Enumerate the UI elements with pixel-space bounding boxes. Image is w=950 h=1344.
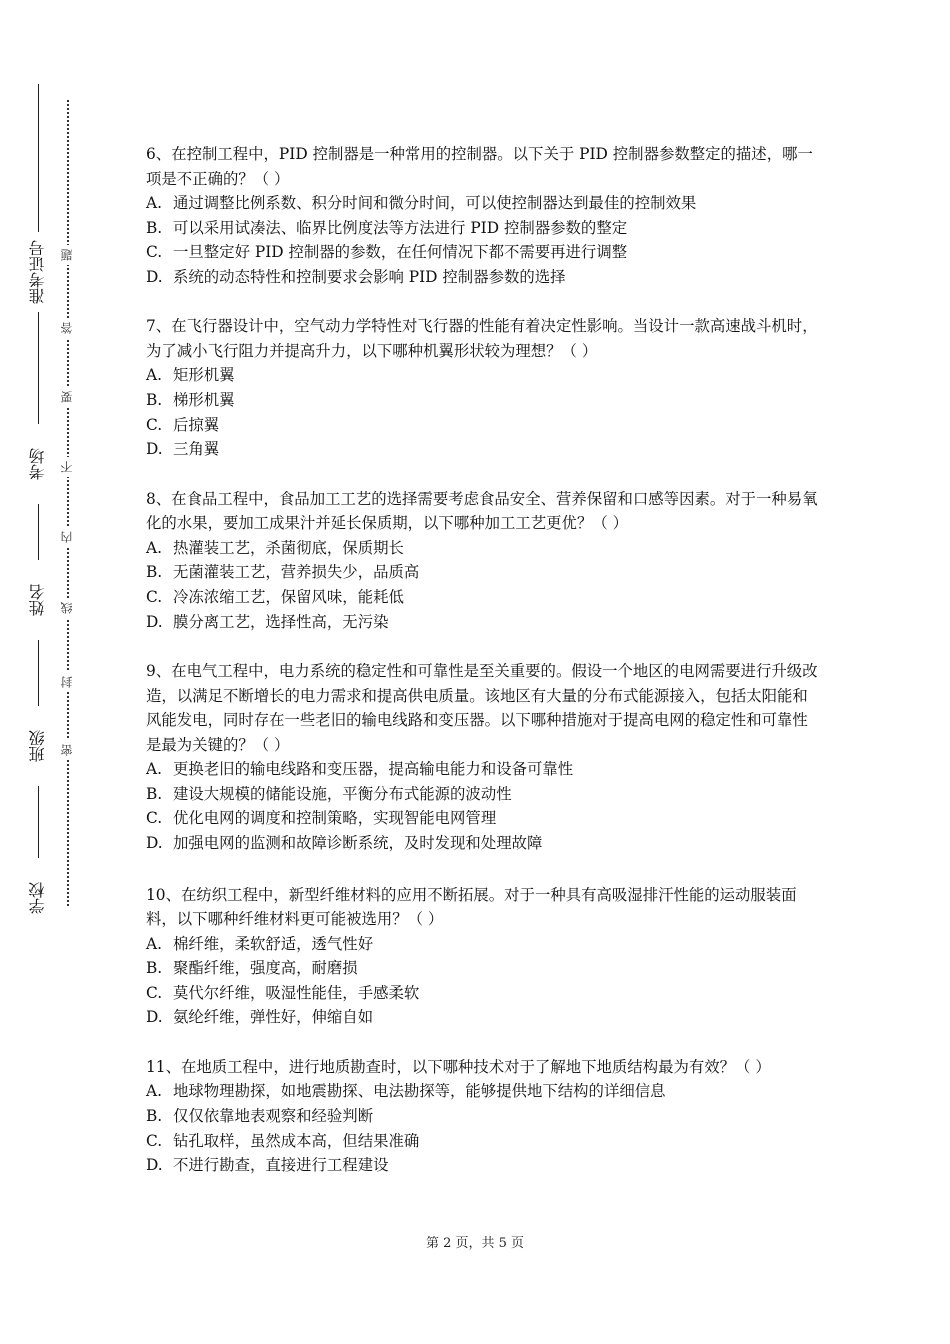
option-letter: D. xyxy=(146,1008,163,1027)
option-letter: C. xyxy=(146,983,163,1002)
option-text: 棉纤维，柔软舒适，透气性好 xyxy=(173,934,374,953)
option-d[interactable] xyxy=(146,831,818,856)
option-text: 莫代尔纤维，吸湿性能佳，手感柔软 xyxy=(173,983,420,1002)
option-letter: C. xyxy=(146,243,163,262)
field-school xyxy=(22,858,54,938)
option-text: 更换老旧的输电线路和变压器，提高输电能力和设备可靠性 xyxy=(173,760,574,779)
option-text: 后掠翼 xyxy=(173,415,220,434)
option-b[interactable] xyxy=(146,388,818,413)
option-text: 钻孔取样，虽然成本高，但结果准确 xyxy=(173,1131,420,1150)
option-d[interactable] xyxy=(146,265,818,290)
page-footer: 第 2 页，共 5 页 xyxy=(425,1236,525,1251)
binding-dotted-line xyxy=(67,100,69,906)
option-letter: D. xyxy=(146,1156,163,1175)
option-text: 一旦整定好 PID 控制器的参数，在任何情况下都不需要再进行调整 xyxy=(173,243,628,262)
option-text: 系统的动态特性和控制要求会影响 PID 控制器参数的选择 xyxy=(173,267,566,286)
question-stem: 10、在纺织工程中，新型纤维材料的应用不断拓展。对于一种具有高吸湿排汗性能的运动服装面料，以下哪种纤维材料更可能被选用？（ ） xyxy=(146,885,797,928)
option-text: 梯形机翼 xyxy=(173,390,235,409)
option-letter: A. xyxy=(146,366,163,385)
field-name xyxy=(22,560,54,640)
option-text: 热灌装工艺，杀菌彻底，保质期长 xyxy=(173,538,404,557)
seal-char: 答 xyxy=(57,318,77,338)
question-8 xyxy=(146,487,818,634)
option-a[interactable] xyxy=(146,536,818,561)
seal-char: 不 xyxy=(57,457,77,477)
option-c[interactable] xyxy=(146,240,818,265)
option-text: 膜分离工艺，选择性高，无污染 xyxy=(173,612,389,631)
seal-char: 内 xyxy=(57,527,77,547)
option-text: 矩形机翼 xyxy=(173,366,235,385)
question-9 xyxy=(146,659,818,855)
option-letter: B. xyxy=(146,784,163,803)
option-letter: A. xyxy=(146,934,163,953)
field-exam-number xyxy=(22,232,54,312)
question-stem: 8、在食品工程中，食品加工工艺的选择需要考虑食品安全、营养保留和口感等因素。对于一种易氧化的水果，要加工成果汁并延长保质期，以下哪种加工工艺更优？（ ） xyxy=(146,489,818,533)
option-letter: B. xyxy=(146,959,163,978)
option-c[interactable] xyxy=(146,1129,818,1154)
option-letter: B. xyxy=(146,1106,163,1125)
seal-char: 题 xyxy=(57,245,77,265)
option-letter: D. xyxy=(146,612,163,631)
seal-char: 要 xyxy=(57,387,77,407)
question-stem: 7、在飞行器设计中，空气动力学特性对飞行器的性能有着决定性影响。当设计一款高速战斗机时，为了减小飞行阻力并提高升力，以下哪种机翼形状较为理想？（ ） xyxy=(146,317,818,360)
field-class-label: 班级 xyxy=(22,706,54,786)
option-text: 仅仅依靠地表观察和经验判断 xyxy=(173,1106,374,1125)
seal-char: 线 xyxy=(57,598,77,618)
option-letter: D. xyxy=(146,833,163,852)
option-c[interactable] xyxy=(146,413,818,438)
question-6 xyxy=(146,142,818,289)
field-exam-number-label: 准考证号 xyxy=(22,232,54,312)
option-letter: D. xyxy=(146,440,163,459)
question-7 xyxy=(146,314,818,461)
option-letter: C. xyxy=(146,587,163,606)
option-text: 加强电网的监测和故障诊断系统，及时发现和处理故障 xyxy=(173,833,543,852)
option-text: 聚酯纤维，强度高，耐磨损 xyxy=(173,959,358,978)
option-a[interactable] xyxy=(146,1079,818,1104)
option-letter: A. xyxy=(146,760,163,779)
option-letter: C. xyxy=(146,1131,163,1150)
option-b[interactable] xyxy=(146,560,818,585)
seal-char: 封 xyxy=(57,672,77,692)
option-text: 优化电网的调度和控制策略，实现智能电网管理 xyxy=(173,809,497,828)
question-stem: 11、在地质工程中，进行地质勘查时，以下哪种技术对于了解地下地质结构最为有效？（ ） xyxy=(146,1057,771,1076)
option-d[interactable] xyxy=(146,437,818,462)
option-text: 不进行勘查，直接进行工程建设 xyxy=(173,1156,389,1175)
question-11 xyxy=(146,1055,818,1178)
option-b[interactable] xyxy=(146,1104,818,1129)
field-exam-room-label: 考场 xyxy=(22,424,54,504)
question-list xyxy=(146,142,818,1203)
option-b[interactable] xyxy=(146,216,818,241)
option-a[interactable] xyxy=(146,932,818,957)
option-letter: A. xyxy=(146,194,163,212)
option-text: 地球物理勘探，如地震勘探、电法勘探等，能够提供地下结构的详细信息 xyxy=(173,1082,666,1101)
option-b[interactable] xyxy=(146,782,818,807)
seal-char: 密 xyxy=(57,740,77,760)
option-text: 无菌灌装工艺，营养损失少，品质高 xyxy=(173,563,420,582)
option-letter: B. xyxy=(146,563,163,582)
option-c[interactable] xyxy=(146,806,818,831)
option-text: 可以采用试凑法、临界比例度法等方法进行 PID 控制器参数的整定 xyxy=(173,218,628,237)
question-10 xyxy=(146,883,818,1030)
option-letter: A. xyxy=(146,538,163,557)
question-stem: 6、在控制工程中，PID 控制器是一种常用的控制器。以下关于 PID 控制器参数整定的描述，哪一项是不正确的？（ ） xyxy=(146,145,813,188)
option-text: 氨纶纤维，弹性好，伸缩自如 xyxy=(173,1008,374,1027)
option-letter: D. xyxy=(146,267,163,286)
option-text: 建设大规模的储能设施，平衡分布式能源的波动性 xyxy=(173,784,512,803)
option-a[interactable] xyxy=(146,191,818,216)
option-letter: B. xyxy=(146,390,163,409)
field-class xyxy=(22,706,54,786)
option-d[interactable] xyxy=(146,1005,818,1030)
option-c[interactable] xyxy=(146,585,818,610)
option-letter: C. xyxy=(146,809,163,828)
field-name-label: 姓名 xyxy=(22,560,54,640)
option-a[interactable] xyxy=(146,757,818,782)
field-exam-room xyxy=(22,424,54,504)
option-text: 冷冻浓缩工艺，保留风味，能耗低 xyxy=(173,587,404,606)
option-d[interactable] xyxy=(146,1153,818,1178)
option-text: 三角翼 xyxy=(173,440,220,459)
option-a[interactable] xyxy=(146,363,818,388)
option-letter: B. xyxy=(146,218,163,237)
option-c[interactable] xyxy=(146,981,818,1006)
field-school-label: 学校 xyxy=(22,858,54,938)
option-d[interactable] xyxy=(146,610,818,635)
option-letter: A. xyxy=(146,1082,163,1101)
option-b[interactable] xyxy=(146,956,818,981)
option-text: 通过调整比例系数、积分时间和微分时间，可以使控制器达到最佳的控制效果 xyxy=(173,194,697,212)
question-stem: 9、在电气工程中，电力系统的稳定性和可靠性是至关重要的。假设一个地区的电网需要进行升级改造，以满足不断增长的电力需求和提高供电质量。该地区有大量的分布式能源接入，包括太阳能和风能发电，同时存在一些老旧的输电线路和变压器。以下哪种措施对于提高电网的稳定性和可靠性是最为关键的？（ ） xyxy=(146,662,818,754)
option-letter: C. xyxy=(146,415,163,434)
